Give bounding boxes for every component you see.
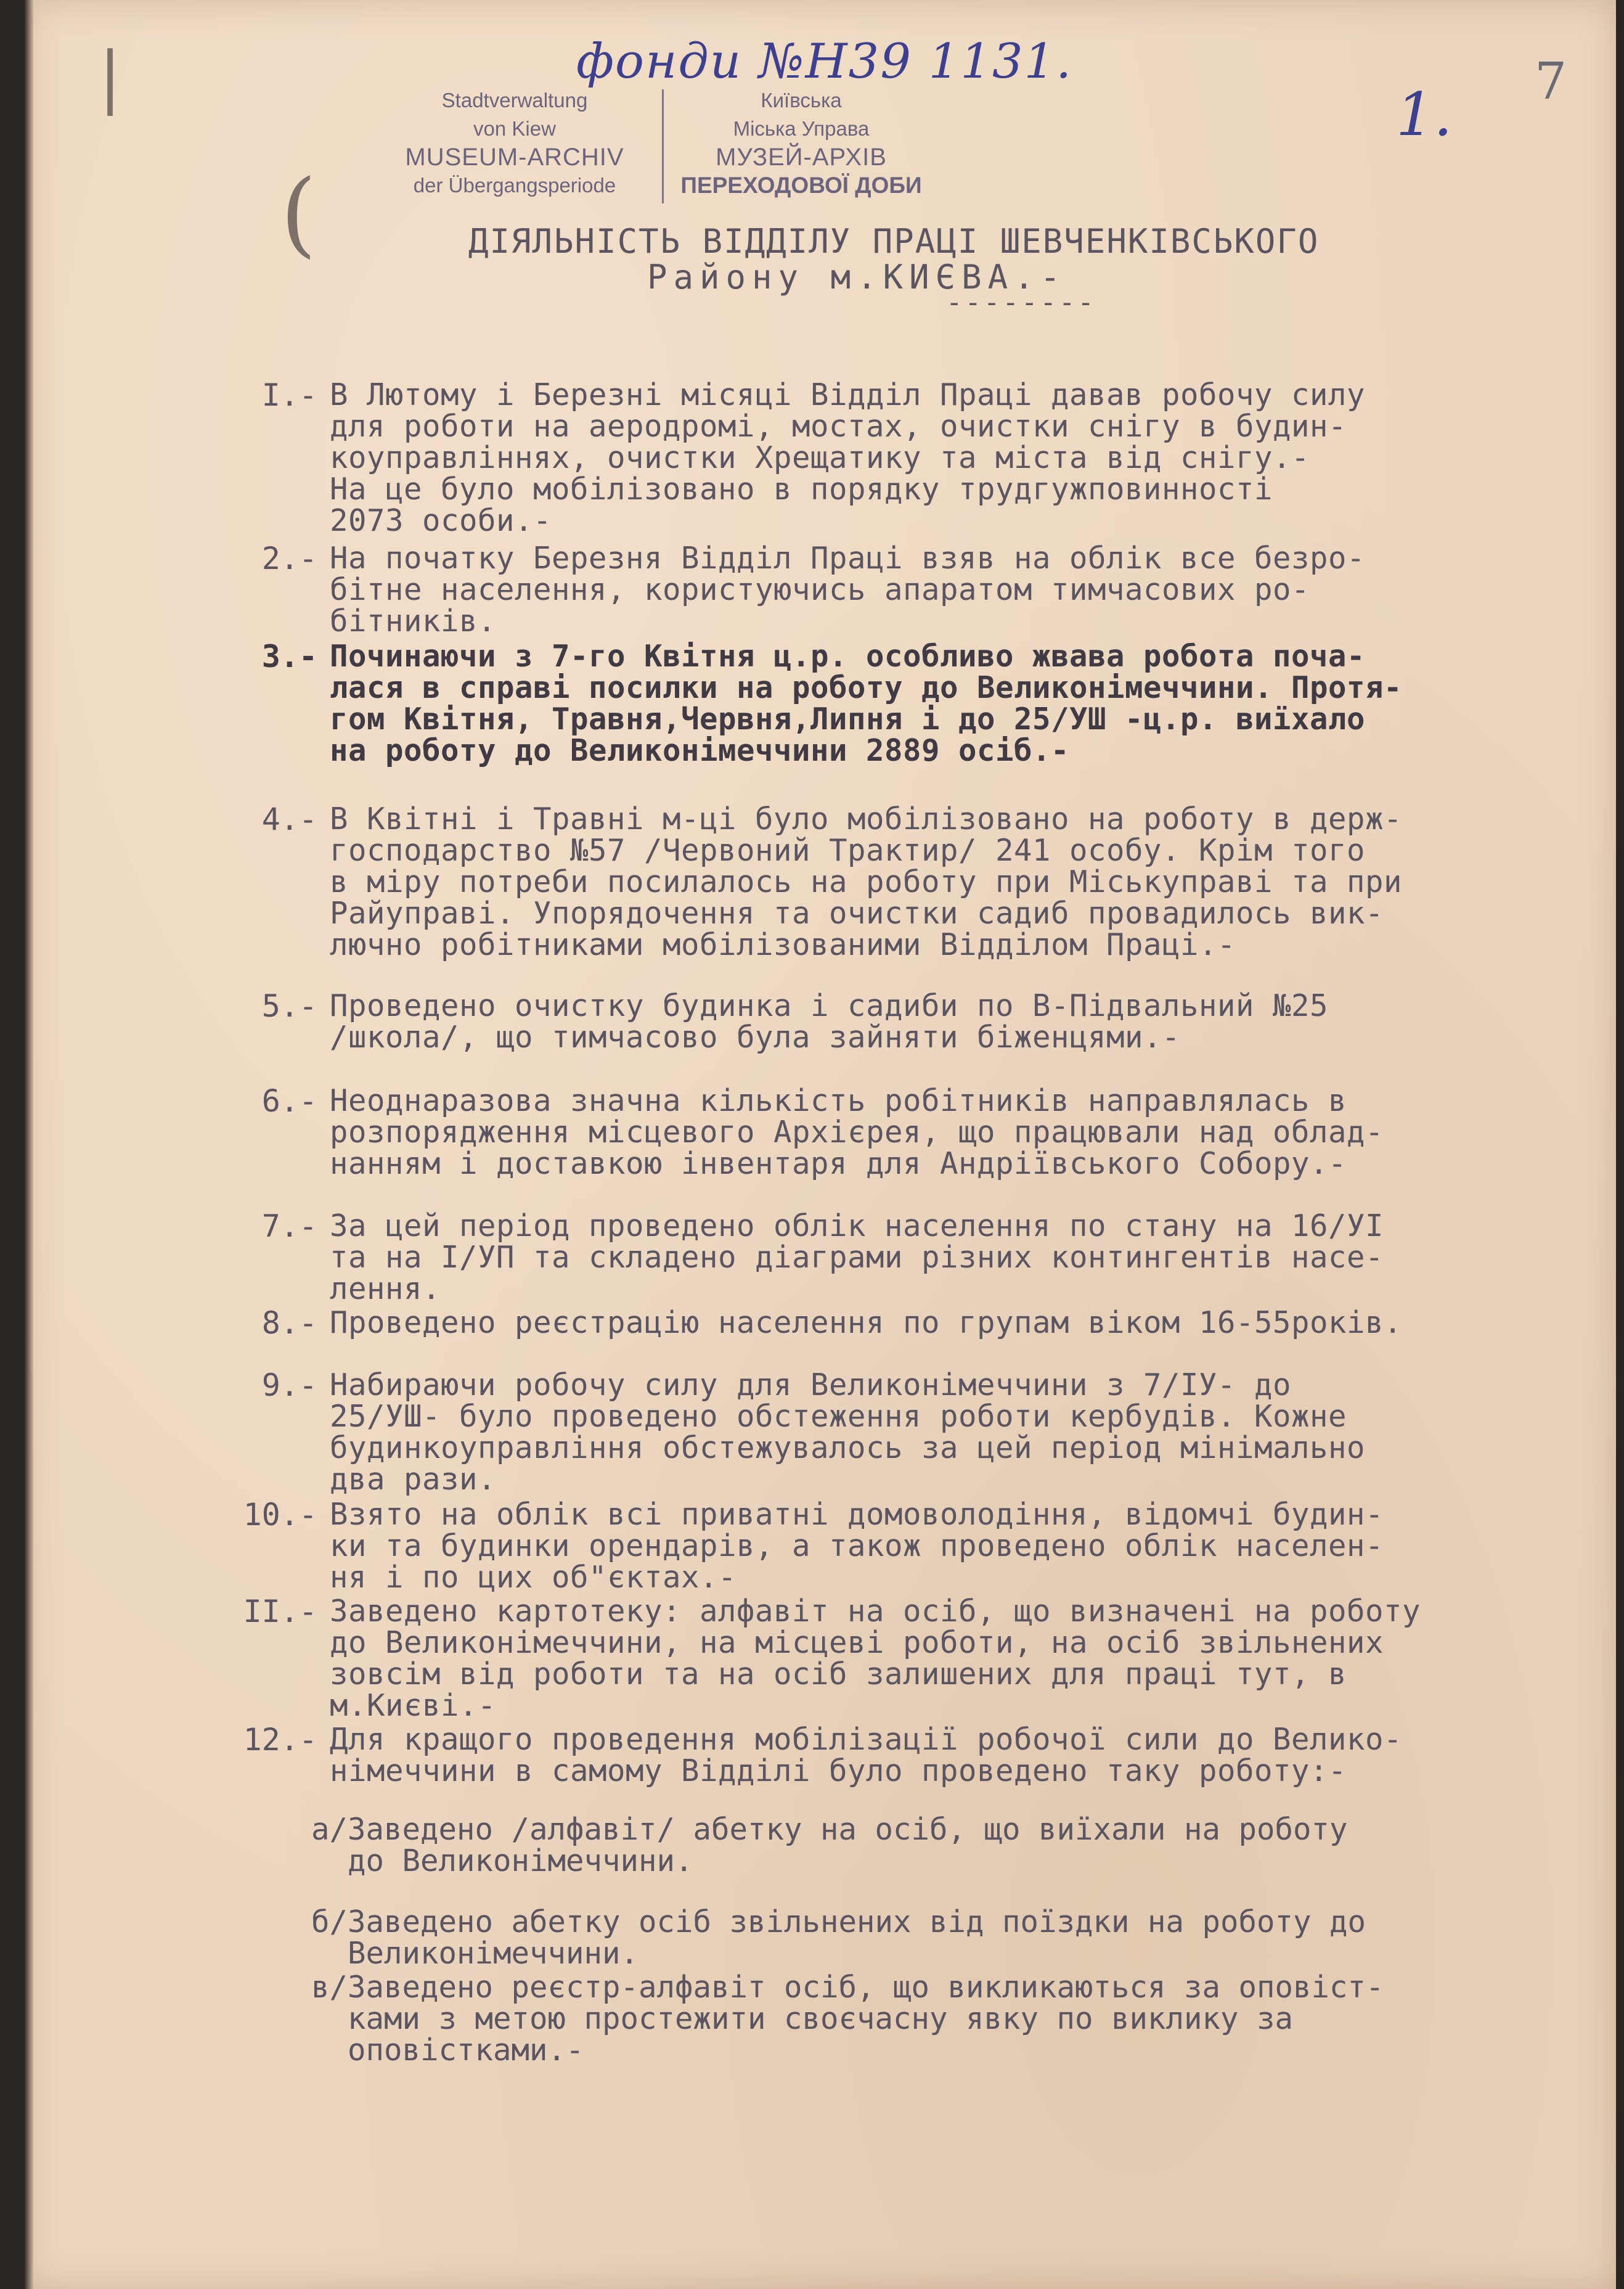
handwritten-page-number: 1.: [1396, 80, 1453, 149]
item-text: В Квітні і Травні м-ці було мобілізовано на роботу в держ- господарство №57 /Червоний Трактир/ 241 особу. Крім того в міру потреби посилалось на роботу при Міськуправі та при Райуправі. Упорядочення та очистки садиб провадилось вик- лючно робітниками мобілізованими Відділом Праці.-: [330, 801, 1403, 962]
stamp-line: Київська: [761, 89, 842, 112]
stamp-german: [370, 86, 659, 200]
item-number: 3.-: [261, 639, 317, 674]
item-text: Неоднаразова значна кількість робітників направлялась в розпорядження місцевого Архієрея, що працювали над облад- нанням і доставкою інвентаря для Андріївського Собору.-: [330, 1083, 1384, 1181]
document-title: ДІЯЛЬНІСТЬ ВІДДІЛУ ПРАЦІ ШЕВЧЕНКІВСЬКОГО: [468, 222, 1320, 261]
list-item: [237, 543, 1544, 637]
stamp-line: MUSEUM-ARCHIV: [405, 144, 624, 171]
list-item: [237, 1499, 1544, 1593]
stamp-line: Міська Управа: [733, 117, 870, 140]
stamp-line: von Kiew: [473, 117, 556, 140]
sub-item: в/Заведено реєстр-алфавіт осіб, що викликаються за оповіст- ками з метою простежити своєчасну явку по виклику за оповістками.-: [311, 1970, 1384, 2068]
pencil-mark: (: [280, 160, 317, 268]
item-number: 8.-: [261, 1305, 317, 1341]
item-number: 4.-: [261, 801, 317, 837]
list-item: [237, 379, 1544, 536]
item-number: 7.-: [261, 1208, 317, 1244]
item-number: 12.-: [243, 1722, 317, 1758]
stamp-line: der Übergangsperiode: [413, 174, 616, 197]
item-number: 9.-: [261, 1367, 317, 1403]
item-number: 2.-: [261, 541, 317, 576]
list-item: [237, 1724, 1544, 1787]
list-item: [237, 990, 1544, 1053]
item-text: Починаючи з 7-го Квітня ц.р. особливо жвава робота поча- лася в справі посилки на роботу до Великонімеччини. Протя- гом Квітня, Травня,Червня,Липня і до 25/УШ -ц.р. виїхало на роботу до Великонімеччини 2889 осіб.-: [330, 639, 1403, 768]
list-item: [237, 1369, 1544, 1495]
stamp-line: МУЗЕЙ-АРХІВ: [716, 144, 887, 171]
item-text: За цей період проведено облік населення по стану на 16/УІ та на І/УП та складено діаграми різних контингентів насе- лення.: [330, 1208, 1384, 1306]
title-underline: --------: [946, 287, 1096, 318]
item-number: II.-: [243, 1594, 317, 1629]
item-number: 10.-: [243, 1497, 317, 1533]
pencil-mark: |: [99, 37, 122, 116]
handwritten-fond-note: фонди №Н39 1131.: [576, 34, 1073, 89]
item-text: Набираючи робочу силу для Великонімеччини з 7/ІУ- до 25/УШ- було проведено обстеження роботи кербудів. Кожне будинкоуправління обстежувалось за цей період мінімально два рази.: [330, 1367, 1366, 1497]
list-item: [237, 803, 1544, 960]
page-edge-shadow: [25, 0, 33, 2289]
list-item: [237, 1085, 1544, 1179]
list-item: [237, 1305, 1544, 1341]
sub-item: а/Заведено /алфавіт/ абетку на осіб, що виїхали на роботу до Великонімеччини.: [311, 1812, 1348, 1878]
item-text: Взято на облік всі приватні домоволодіння, відомчі будин- ки та будинки орендарів, а також проведено облік населен- ня і по цих об"єктах.-: [330, 1497, 1384, 1595]
archive-stamp: [370, 86, 937, 210]
stamp-line: ПЕРЕХОДОВОЇ ДОБИ: [680, 173, 922, 198]
item-number: I.-: [261, 377, 317, 413]
item-number: 5.-: [261, 988, 317, 1024]
stamp-line: Stadtverwaltung: [441, 89, 588, 112]
stamp-divider: [662, 89, 664, 203]
item-text: На початку Березня Відділ Праці взяв на облік все безро- бітне населення, користуючись апаратом тимчасових ро- бітників.: [330, 541, 1366, 639]
item-text: В Лютому і Березні місяці Відділ Праці давав робочу силу для роботи на аеродромі, мостах, очистки снігу в будин- коуправліннях, очистки Хрещатику та міста від снігу.- На це було мобілізовано в порядку трудгужповинності 2073 особи.-: [330, 377, 1366, 538]
document-subtitle: Району м.КИЄВА.-: [647, 258, 1067, 297]
item-text: Проведено очистку будинка і садиби по В-Підвальний №25 /школа/, що тимчасово була зайняти біженцями.-: [330, 988, 1329, 1055]
list-item: [237, 1595, 1544, 1721]
item-text: Для кращого проведення мобілізації робочої сили до Велико- німеччини в самому Відділі було проведено таку роботу:-: [330, 1722, 1403, 1788]
items-list: [237, 379, 1544, 2066]
item-text: Проведено реєстрацію населення по групам віком 16-55років.: [330, 1305, 1403, 1340]
list-item: [237, 1210, 1544, 1304]
stamp-ukrainian: [666, 86, 937, 200]
handwritten-corner-number: 7: [1535, 52, 1567, 111]
item-number: 6.-: [261, 1083, 317, 1119]
sub-item: б/Заведено абетку осіб звільнених від поїздки на роботу до Великонімеччини.: [311, 1904, 1366, 1971]
list-item: [237, 641, 1544, 766]
item-text: Заведено картотеку: алфавіт на осіб, що визначені на роботу до Великонімеччини, на місцеві роботи, на осіб звільнених зовсім від роботи та на осіб залишених для праці тут, в м.Києві.-: [330, 1594, 1421, 1723]
